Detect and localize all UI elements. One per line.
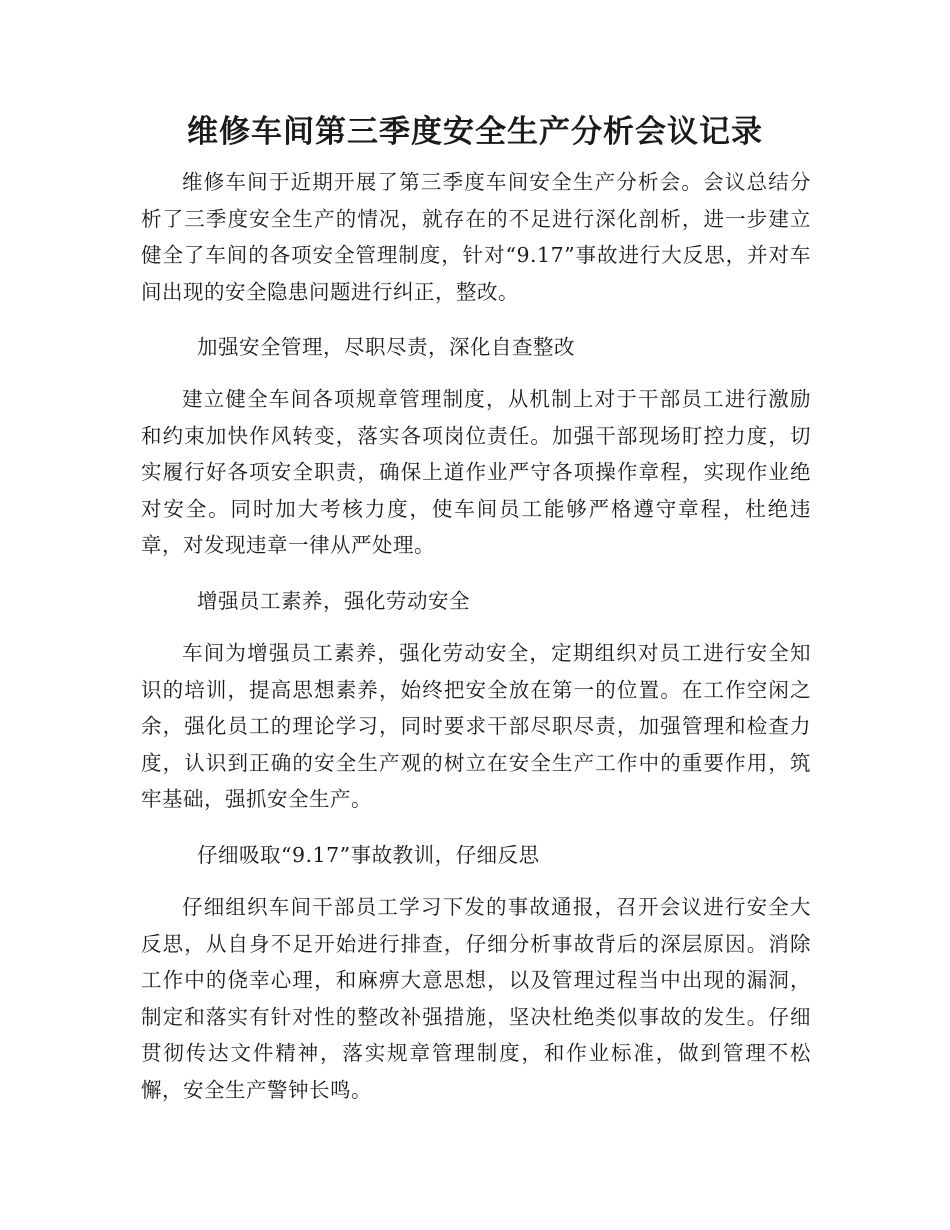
section-heading-1: 加强安全管理，尽职尽责，深化自查整改	[197, 335, 575, 359]
document-title: 维修车间第三季度安全生产分析会议记录	[187, 114, 763, 150]
section-body-3: 仔细组织车间干部员工学习下发的事故通报，召开会议进行安全大反思，从自身不足开始进行排查，仔细分析事故背后的深层原因。消除工作中的侥幸心理，和麻痹大意思想，以及管理过程当中出现的漏洞，制定和落实有针对性的整改补强措施，坚决杜绝类似事故的发生。仔细贯彻传达文件精神，落实规章管理制度，和作业标准，做到管理不松懈，安全生产警钟长鸣。	[141, 895, 811, 1102]
section-heading-3: 仔细吸取“9.17”事故教训，仔细反思	[197, 843, 540, 867]
section-heading-2: 增强员工素养，强化劳动安全	[197, 589, 470, 613]
section-body-2: 车间为增强员工素养，强化劳动安全，定期组织对员工进行安全知识的培训，提高思想素养，始终把安全放在第一的位置。在工作空闲之余，强化员工的理论学习，同时要求干部尽职尽责，加强管理和检查力度，认识到正确的安全生产观的树立在安全生产工作中的重要作用，筑牢基础，强抓安全生产。	[141, 641, 811, 811]
intro-paragraph: 维修车间于近期开展了第三季度车间安全生产分析会。会议总结分析了三季度安全生产的情况，就存在的不足进行深化剖析，进一步建立健全了车间的各项安全管理制度，针对“9.17”事故进行大反思，并对车间出现的安全隐患问题进行纠正，整改。	[141, 170, 811, 304]
section-body-1: 建立健全车间各项规章管理制度，从机制上对于干部员工进行激励和约束加快作风转变，落实各项岗位责任。加强干部现场盯控力度，切实履行好各项安全职责，确保上道作业严守各项操作章程，实现作业绝对安全。同时加大考核力度，使车间员工能够严格遵守章程，杜绝违章，对发现违章一律从严处理。	[141, 387, 811, 557]
